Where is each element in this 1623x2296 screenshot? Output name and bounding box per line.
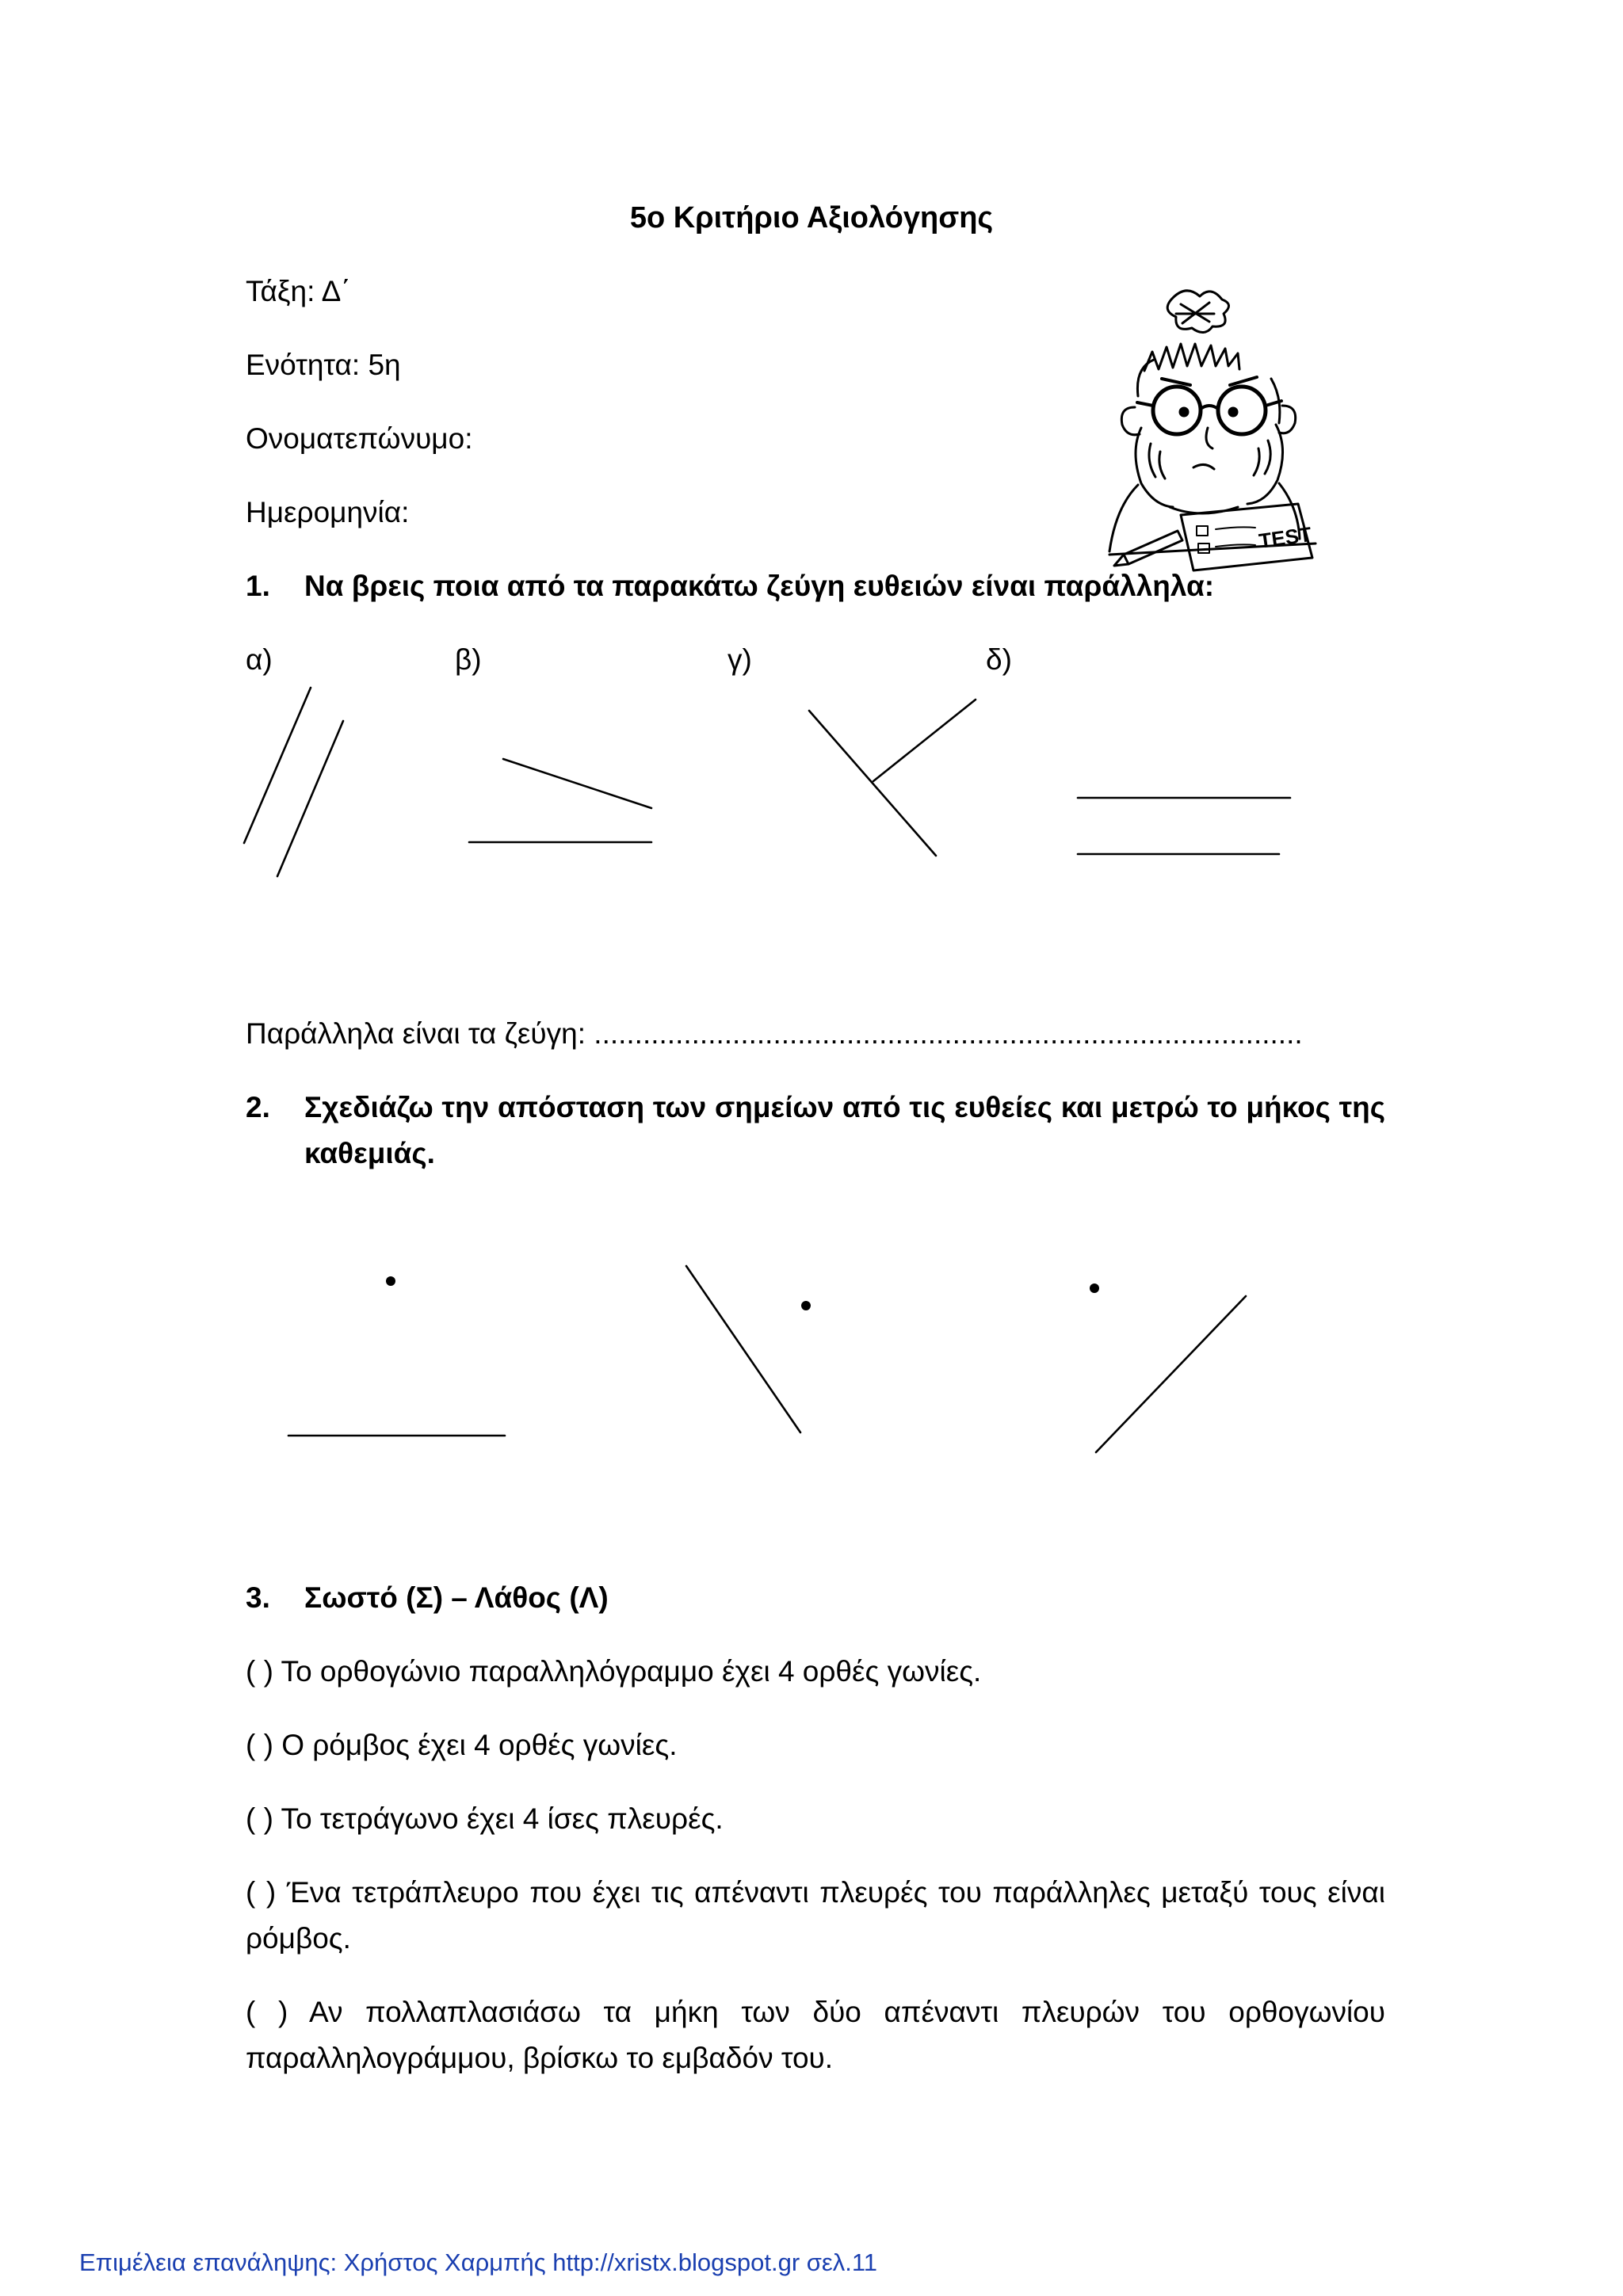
q3-number: 3.: [246, 1581, 270, 1614]
page-title: 5ο Κριτήριο Αξιολόγησης: [629, 201, 994, 235]
q1-answer-line[interactable]: Παράλληλα είναι τα ζεύγη: .......................................................................................: [246, 1017, 1303, 1050]
unit-line: Ενότητα: 5η: [246, 349, 401, 381]
q2-line-3: [1096, 1296, 1246, 1452]
q1-label-c: γ): [727, 643, 752, 676]
date-line: Ημερομηνία:: [246, 496, 410, 528]
q3-item[interactable]: ( ) Αν πολλαπλασιάσω τα μήκη των δύο απέναντι πλευρών του ορθογωνίου παραλληλογράμμου, βρίσκω το εμβαδόν του.: [246, 1996, 1385, 2074]
q1-label-d: δ): [986, 643, 1012, 676]
q3-item[interactable]: ( ) Το τετράγωνο έχει 4 ίσες πλευρές.: [246, 1802, 724, 1835]
q3-item[interactable]: ( ) Ένα τετράπλευρο που έχει τις απέναντι πλευρές του παράλληλες μεταξύ τους είναι ρόμβος.: [246, 1876, 1385, 1955]
q1-label-a: α): [246, 643, 273, 676]
q2-point-1: [386, 1276, 395, 1286]
footer-text: Επιμέλεια επανάληψης: Χρήστος Χαρμπής http://xristx.blogspot.gr σελ.11: [79, 2248, 878, 2276]
q1-label-b: β): [455, 643, 482, 676]
q1-text: Να βρεις ποια από τα παρακάτω ζεύγη ευθειών είναι παράλληλα:: [304, 570, 1215, 602]
class-line: Τάξη: Δ΄: [246, 275, 351, 307]
q2-point-2: [801, 1301, 811, 1310]
q2-text-line2: καθεμιάς.: [304, 1137, 435, 1169]
q2-point-3: [1090, 1283, 1099, 1293]
test-paper-label: TEST: [1257, 521, 1313, 553]
q2-line-2: [686, 1266, 800, 1432]
name-line: Ονοματεπώνυμο:: [246, 422, 473, 455]
q1-c-line-2: [873, 700, 976, 781]
q2-number: 2.: [246, 1091, 270, 1123]
q3-item[interactable]: ( ) Ο ρόμβος έχει 4 ορθές γωνίες.: [246, 1729, 678, 1761]
q1-number: 1.: [246, 570, 270, 602]
q2-text-line1: Σχεδιάζω την απόσταση των σημείων από τις ευθείες και μετρώ το μήκος της: [304, 1091, 1385, 1123]
q1-b-line-1: [503, 759, 651, 808]
q1-c-line-1: [809, 711, 936, 856]
q3-title: Σωστό (Σ) – Λάθος (Λ): [304, 1581, 609, 1614]
q3-item[interactable]: ( ) Το ορθογώνιο παραλληλόγραμμο έχει 4 ορθές γωνίες.: [246, 1655, 982, 1688]
